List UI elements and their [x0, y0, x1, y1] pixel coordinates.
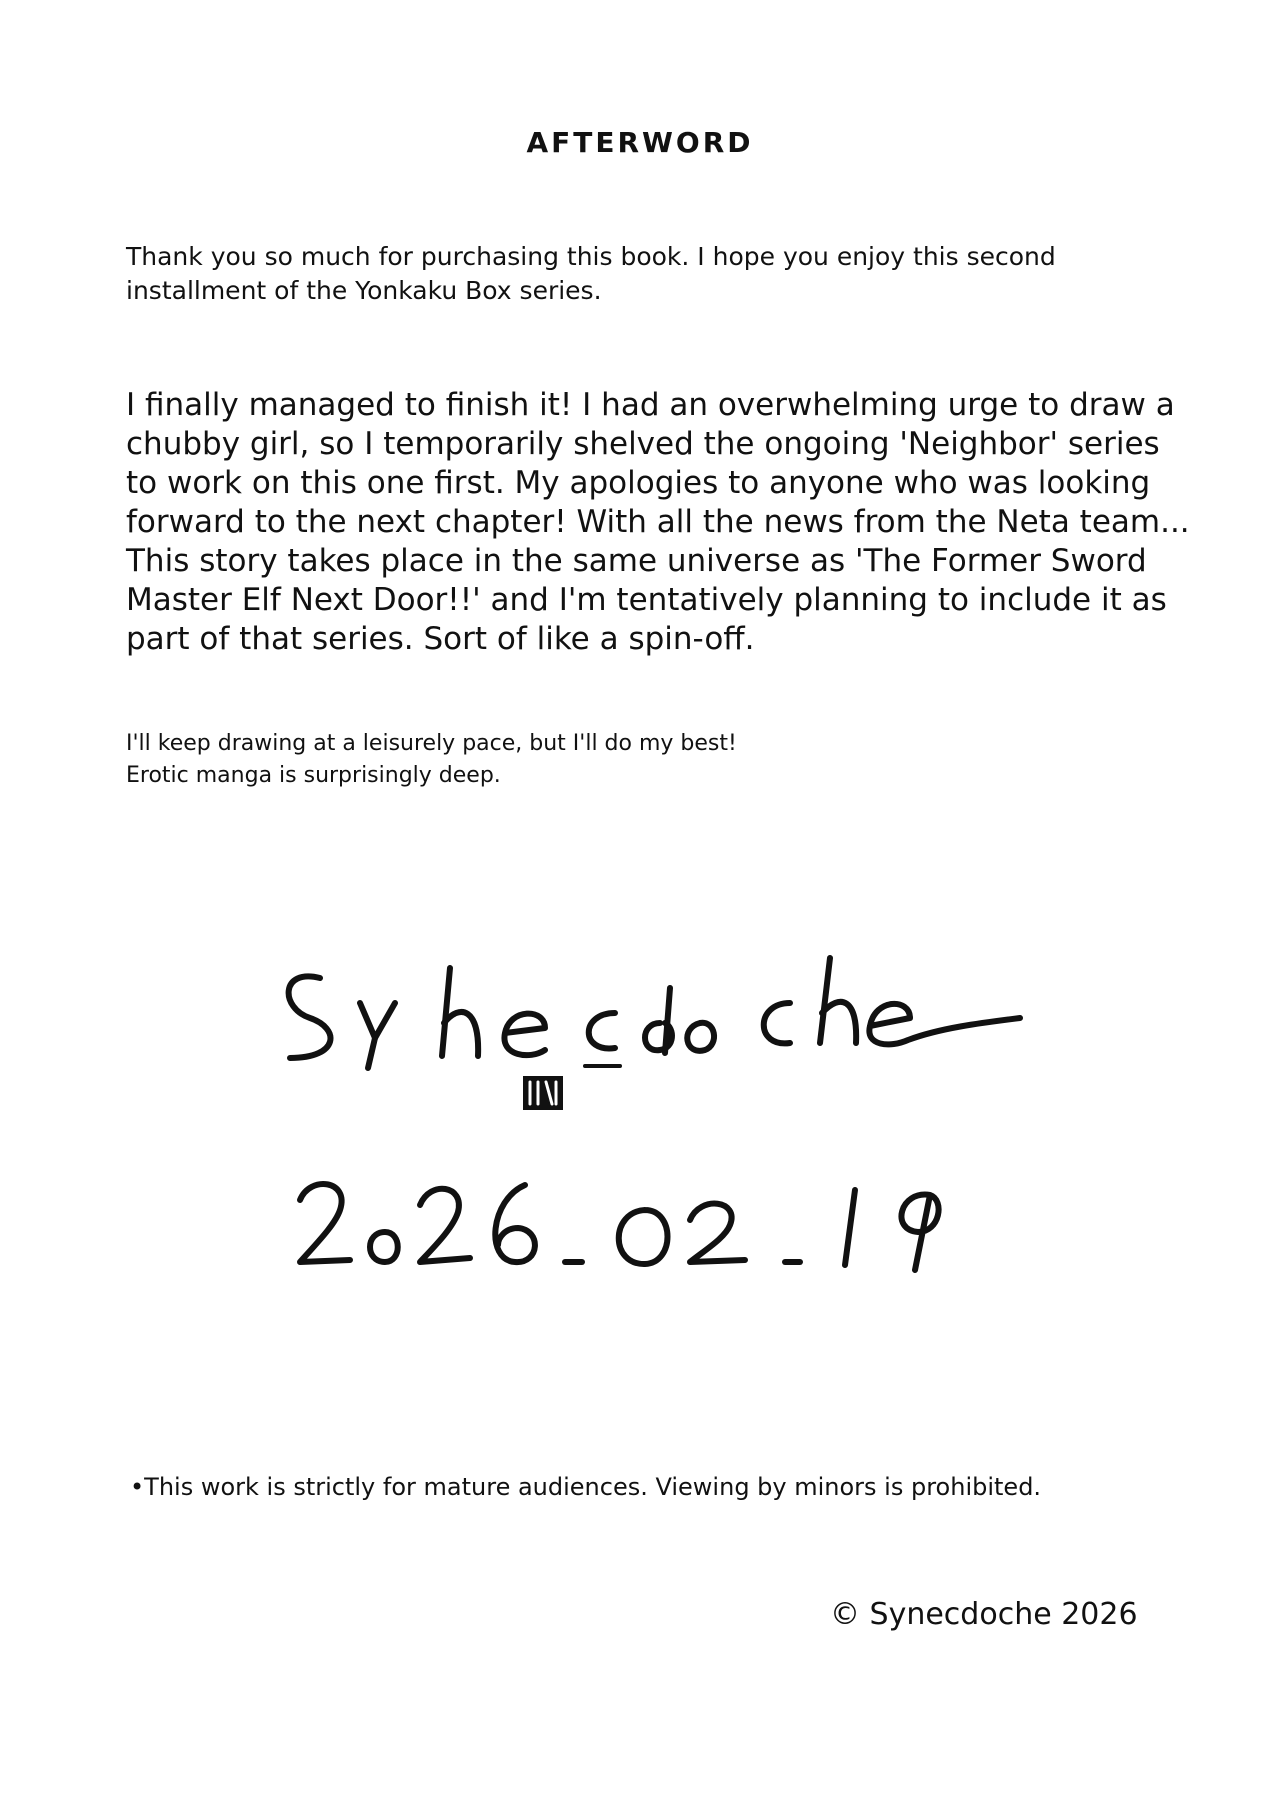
- closing-paragraph: [126, 728, 1026, 792]
- story-paragraph: [126, 386, 1196, 659]
- thanks-paragraph: Thank you so much for purchasing this book. I hope you enjoy this second installment of the Yonkaku Box series.: [126, 242, 1056, 305]
- mature-audience-notice: •This work is strictly for mature audiences. Viewing by minors is prohibited.: [130, 1473, 1042, 1501]
- page-title: AFTERWORD: [526, 126, 754, 159]
- copyright-line: © Synecdoche 2026: [830, 1597, 1138, 1632]
- story-paragraph-line: I finally managed to finish it! I had an overwhelming urge to draw a chubby girl, so I temporarily shelved the ongoing 'Neighbor' series to work on this one first. My apologies to anyone who was looking forward to the next chapter! With all the news from the Neta team...: [126, 387, 1190, 540]
- closing-paragraph-line: Erotic manga is surprisingly deep.: [126, 763, 501, 788]
- closing-paragraph-line: I'll keep drawing at a leisurely pace, but I'll do my best!: [126, 731, 737, 756]
- handwritten-signature: [260, 948, 1060, 1128]
- story-paragraph-line: This story takes place in the same universe as 'The Former Sword Master Elf Next Door!!' and I'm tentatively planning to include it as part of that series. Sort of like a spin-off.: [126, 543, 1167, 657]
- handwritten-date: [290, 1170, 990, 1280]
